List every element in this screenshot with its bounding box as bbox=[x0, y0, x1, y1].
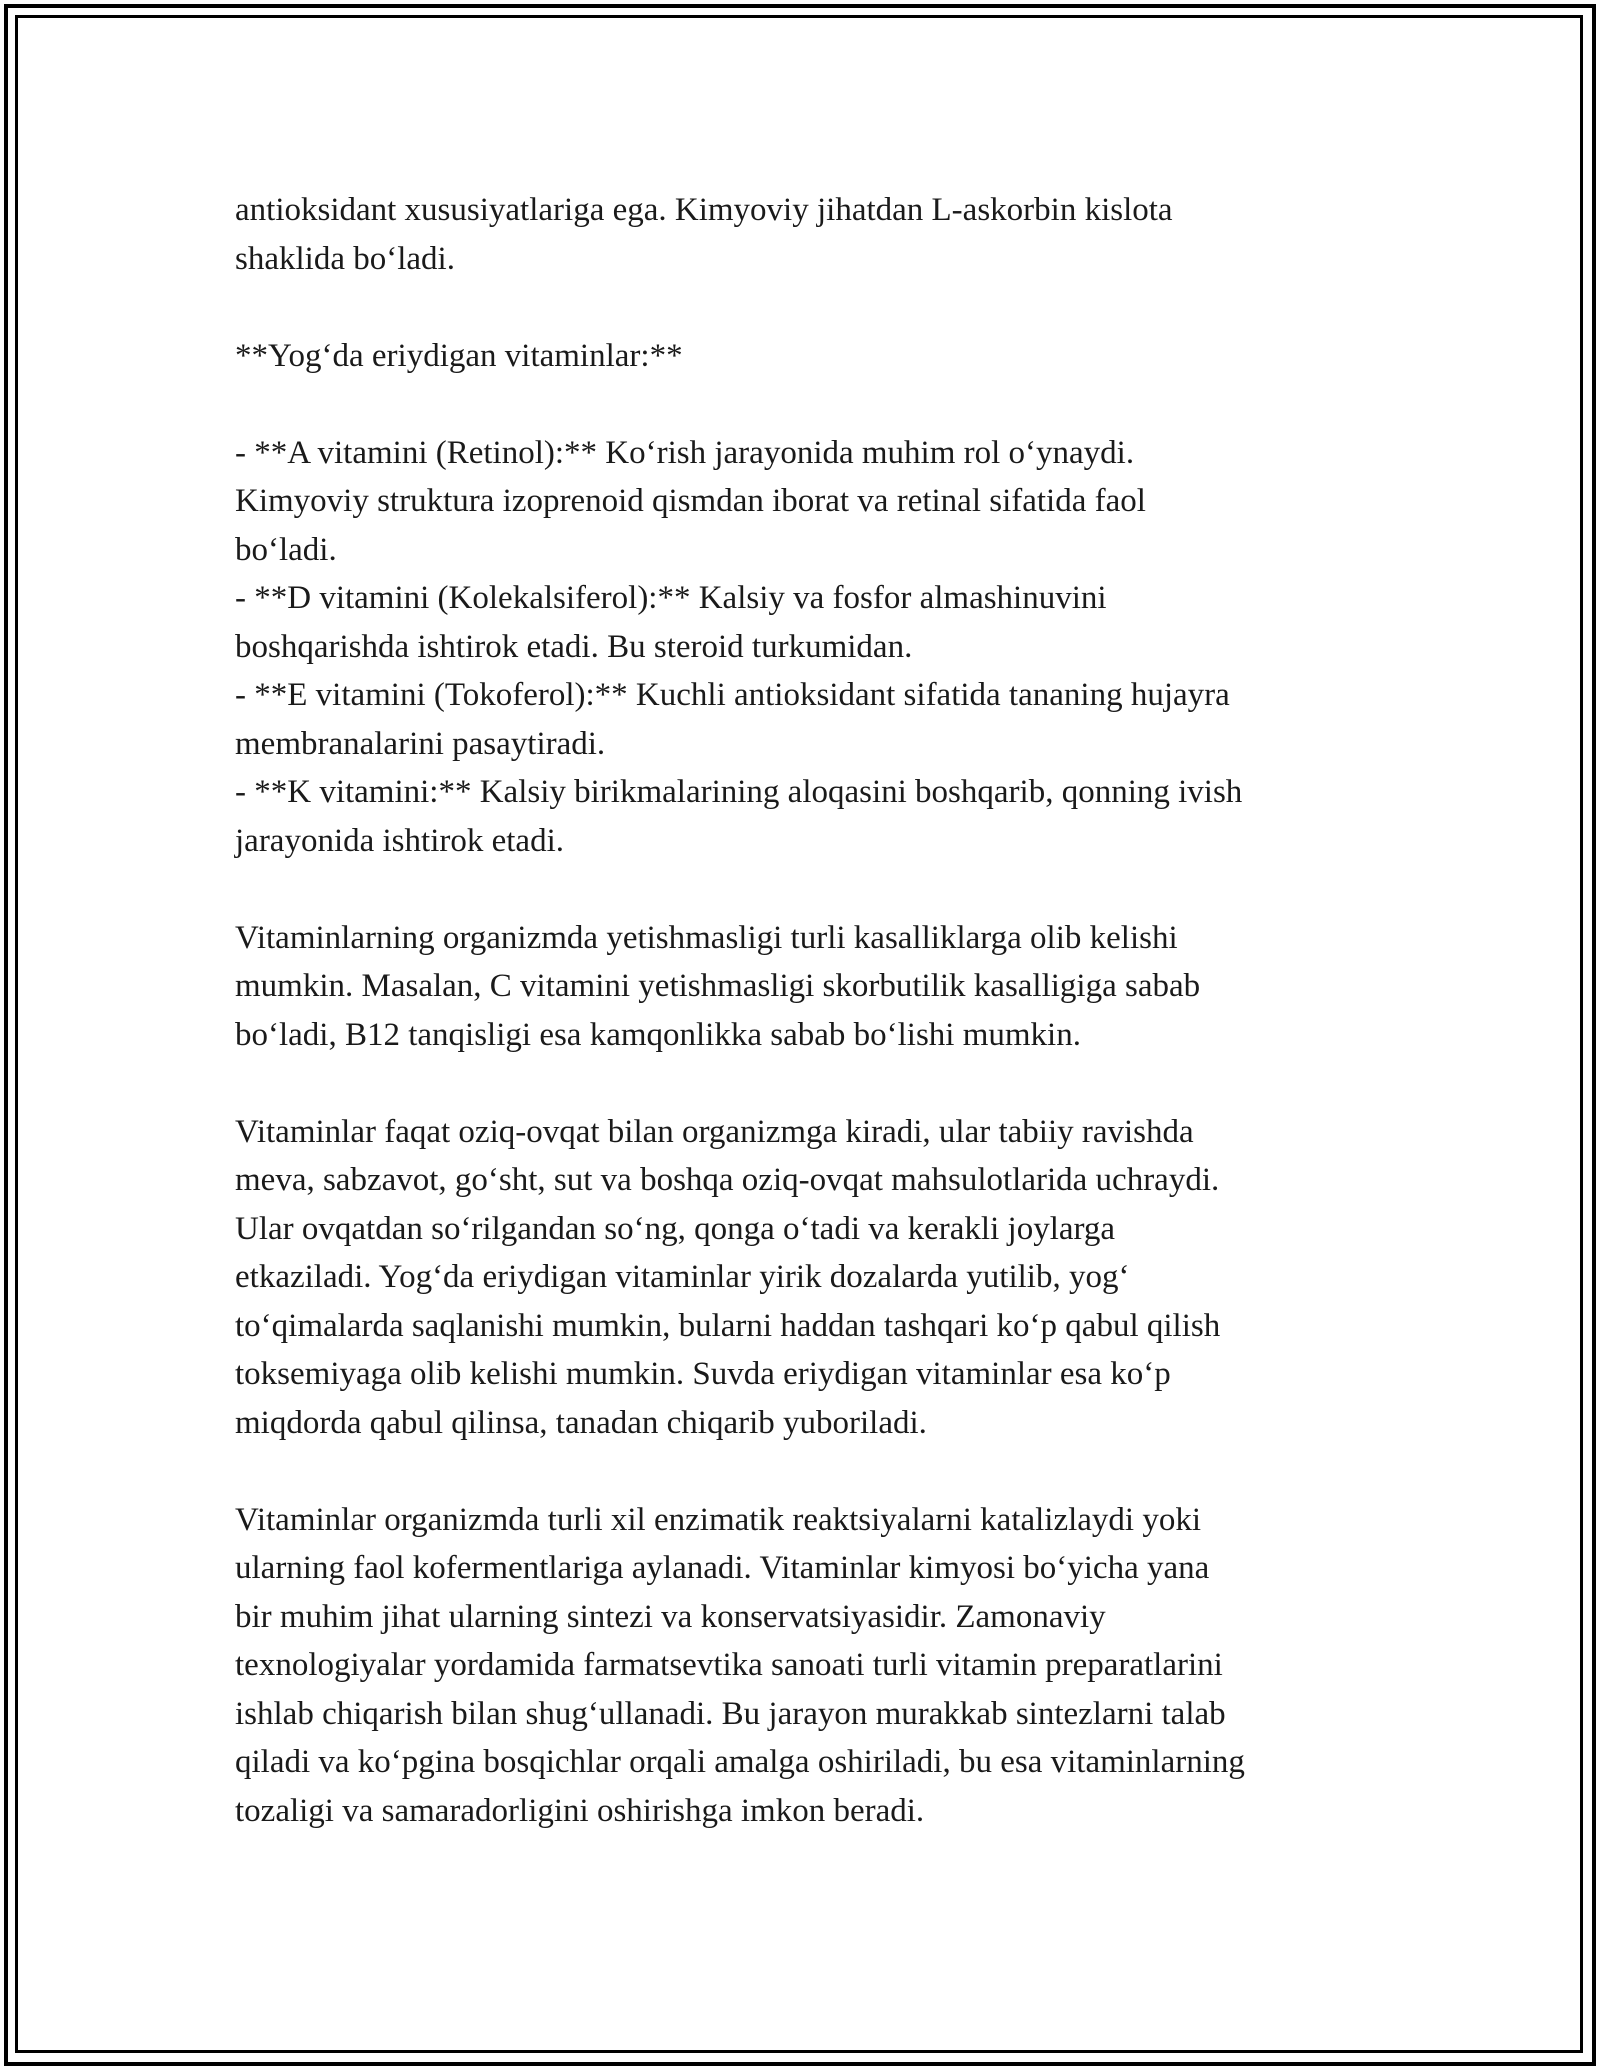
text-line: to‘qimalarda saqlanishi mumkin, bularni haddan tashqari ko‘p qabul qilish bbox=[235, 1307, 1221, 1344]
text-line: Vitaminlarning organizmda yetishmasligi turli kasalliklarga olib kelishi bbox=[235, 919, 1178, 956]
text-line: ularning faol kofermentlariga aylanadi. Vitaminlar kimyosi bo‘yicha yana bbox=[235, 1550, 1210, 1586]
paragraph-synthesis bbox=[235, 1496, 1385, 1836]
text-line: mumkin. Masalan, C vitamini yetishmasligi skorbutilik kasalligiga sabab bbox=[235, 968, 1201, 1004]
paragraph-deficiency bbox=[235, 914, 1385, 1060]
text-line: tozaligi va samaradorligini oshirishga imkon beradi. bbox=[235, 1792, 925, 1829]
text-line: membranalarini pasaytiradi. bbox=[235, 725, 606, 762]
section-heading-fat-soluble bbox=[235, 332, 1385, 381]
text-line: - **E vitamini (Tokoferol):** Kuchli antioksidant sifatida tananing hujayra bbox=[235, 677, 1230, 713]
paragraph-gap bbox=[235, 865, 1385, 914]
text-line: ishlab chiqarish bilan shug‘ullanadi. Bu jarayon murakkab sintezlarni talab bbox=[235, 1695, 1226, 1732]
fat-soluble-vitamin-list bbox=[235, 429, 1385, 866]
text-line: bo‘ladi. bbox=[235, 531, 337, 568]
text-line: texnologiyalar yordamida farmatsevtika sanoati turli vitamin preparatlarini bbox=[235, 1647, 1223, 1683]
text-line: - **K vitamini:** Kalsiy birikmalarining aloqasini boshqarib, qonning ivish bbox=[235, 774, 1243, 810]
paragraph-gap bbox=[235, 283, 1385, 332]
text-line: Ular ovqatdan so‘rilgandan so‘ng, qonga o‘tadi va kerakli joylarga bbox=[235, 1210, 1116, 1247]
text-line: meva, sabzavot, go‘sht, sut va boshqa oziq-ovqat mahsulotlarida uchraydi. bbox=[235, 1162, 1220, 1198]
text-line: miqdorda qabul qilinsa, tanadan chiqarib yuboriladi. bbox=[235, 1404, 927, 1441]
text-line: bir muhim jihat ularning sintezi va konservatsiyasidir. Zamonaviy bbox=[235, 1598, 1106, 1635]
text-line: - **A vitamini (Retinol):** Ko‘rish jarayonida muhim rol o‘ynaydi. bbox=[235, 434, 1135, 471]
text-line: boshqarishda ishtirok etadi. Bu steroid turkumidan. bbox=[235, 628, 913, 665]
text-line: toksemiyaga olib kelishi mumkin. Suvda eriydigan vitaminlar esa ko‘p bbox=[235, 1356, 1171, 1392]
document-body bbox=[235, 186, 1385, 1835]
text-line: antioksidant xususiyatlariga ega. Kimyoviy jihatdan L-askorbin kislota bbox=[235, 192, 1173, 228]
text-line: shaklida bo‘ladi. bbox=[235, 240, 455, 277]
text-line: **Yog‘da eriydigan vitaminlar:** bbox=[235, 337, 683, 374]
text-line: jarayonida ishtirok etadi. bbox=[235, 822, 564, 859]
paragraph-gap bbox=[235, 380, 1385, 429]
text-line: Vitaminlar organizmda turli xil enzimatik reaktsiyalarni katalizlaydi yoki bbox=[235, 1501, 1202, 1538]
paragraph-gap bbox=[235, 1447, 1385, 1496]
text-line: etkaziladi. Yog‘da eriydigan vitaminlar yirik dozalarda yutilib, yog‘ bbox=[235, 1259, 1130, 1295]
paragraph-vitamin-c-end bbox=[235, 186, 1385, 283]
text-line: Kimyoviy struktura izoprenoid qismdan iborat va retinal sifatida faol bbox=[235, 483, 1146, 519]
paragraph-intake bbox=[235, 1108, 1385, 1448]
text-line: Vitaminlar faqat oziq-ovqat bilan organizmga kiradi, ular tabiiy ravishda bbox=[235, 1113, 1194, 1150]
paragraph-gap bbox=[235, 1059, 1385, 1108]
text-line: qiladi va ko‘pgina bosqichlar orqali amalga oshiriladi, bu esa vitaminlarning bbox=[235, 1744, 1245, 1780]
text-line: - **D vitamini (Kolekalsiferol):** Kalsiy va fosfor almashinuvini bbox=[235, 580, 1107, 616]
text-line: bo‘ladi, B12 tanqisligi esa kamqonlikka sabab bo‘lishi mumkin. bbox=[235, 1016, 1081, 1053]
